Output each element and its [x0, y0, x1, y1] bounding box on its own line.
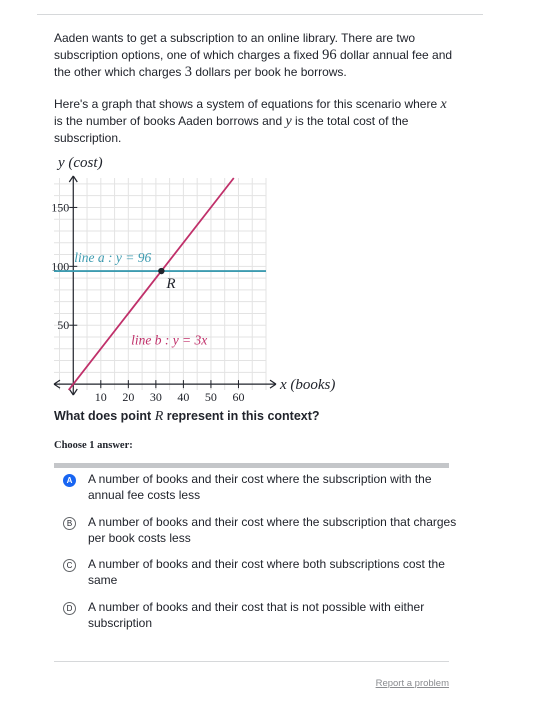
choice-c-text: A number of books and their cost where both subscriptions cost the same: [88, 557, 445, 587]
question-var: R: [154, 409, 164, 424]
line-a-label: line a : y = 96: [74, 250, 152, 266]
description-text: is the total cost of the subscription.: [54, 114, 409, 145]
choice-d-radio[interactable]: D: [63, 602, 76, 615]
choice-a-radio[interactable]: A: [63, 474, 76, 487]
question-text: What does point: [54, 409, 155, 423]
point-r-label: R: [166, 276, 176, 293]
choice-b-radio[interactable]: B: [63, 517, 76, 530]
statement-text: Aaden wants to get a subscription to an online library. There are two subscription options, one of which charges a fixed: [54, 31, 416, 62]
choice-b-text: A number of books and their cost where the subscription that charges per book costs less: [88, 515, 457, 545]
question-text: represent in this context?: [163, 409, 320, 423]
x-tick-label: 10: [94, 390, 107, 405]
bottom-divider: [54, 661, 449, 662]
plot-area: [54, 178, 266, 390]
choices-top-bar: [54, 463, 449, 468]
y-tick-label: 50: [57, 318, 70, 333]
x-tick-label: 20: [122, 390, 135, 405]
y-axis-label: y (cost): [58, 155, 103, 171]
statement-text: dollars per book he borrows.: [192, 65, 347, 79]
description-text: is the number of books Aaden borrows and: [54, 114, 286, 128]
statement-text: dollar annual fee and the other which charges: [54, 48, 453, 79]
graph: [50, 150, 340, 405]
top-divider: [37, 14, 483, 15]
var-y: y: [285, 114, 292, 129]
y-tick-label: 150: [51, 200, 70, 215]
point-r: [158, 268, 164, 274]
choice-c-radio[interactable]: C: [63, 559, 76, 572]
x-tick-label: 60: [232, 390, 245, 405]
graph-description: [54, 96, 454, 147]
x-tick-label: 40: [177, 390, 190, 405]
question: [54, 409, 320, 425]
fee-number: 96: [322, 47, 337, 63]
x-tick-label: 50: [204, 390, 217, 405]
per-book-number: 3: [184, 64, 192, 80]
description-text: Here's a graph that shows a system of equations for this scenario where: [54, 97, 441, 111]
line-b-label: line b : y = 3x: [131, 332, 208, 348]
var-x: x: [440, 97, 447, 112]
y-tick-label: 100: [51, 259, 70, 274]
chart-svg: [50, 150, 340, 405]
choice-a-text: A number of books and their cost where the subscription with the annual fee costs less: [88, 472, 432, 502]
choice-d-text: A number of books and their cost that is not possible with either subscription: [88, 600, 425, 630]
x-tick-label: 30: [149, 390, 162, 405]
report-problem-link[interactable]: Report a problem: [375, 678, 449, 689]
x-axis-label: x (books): [280, 377, 336, 394]
problem-statement: [54, 30, 454, 81]
choose-label: Choose 1 answer:: [54, 440, 133, 451]
